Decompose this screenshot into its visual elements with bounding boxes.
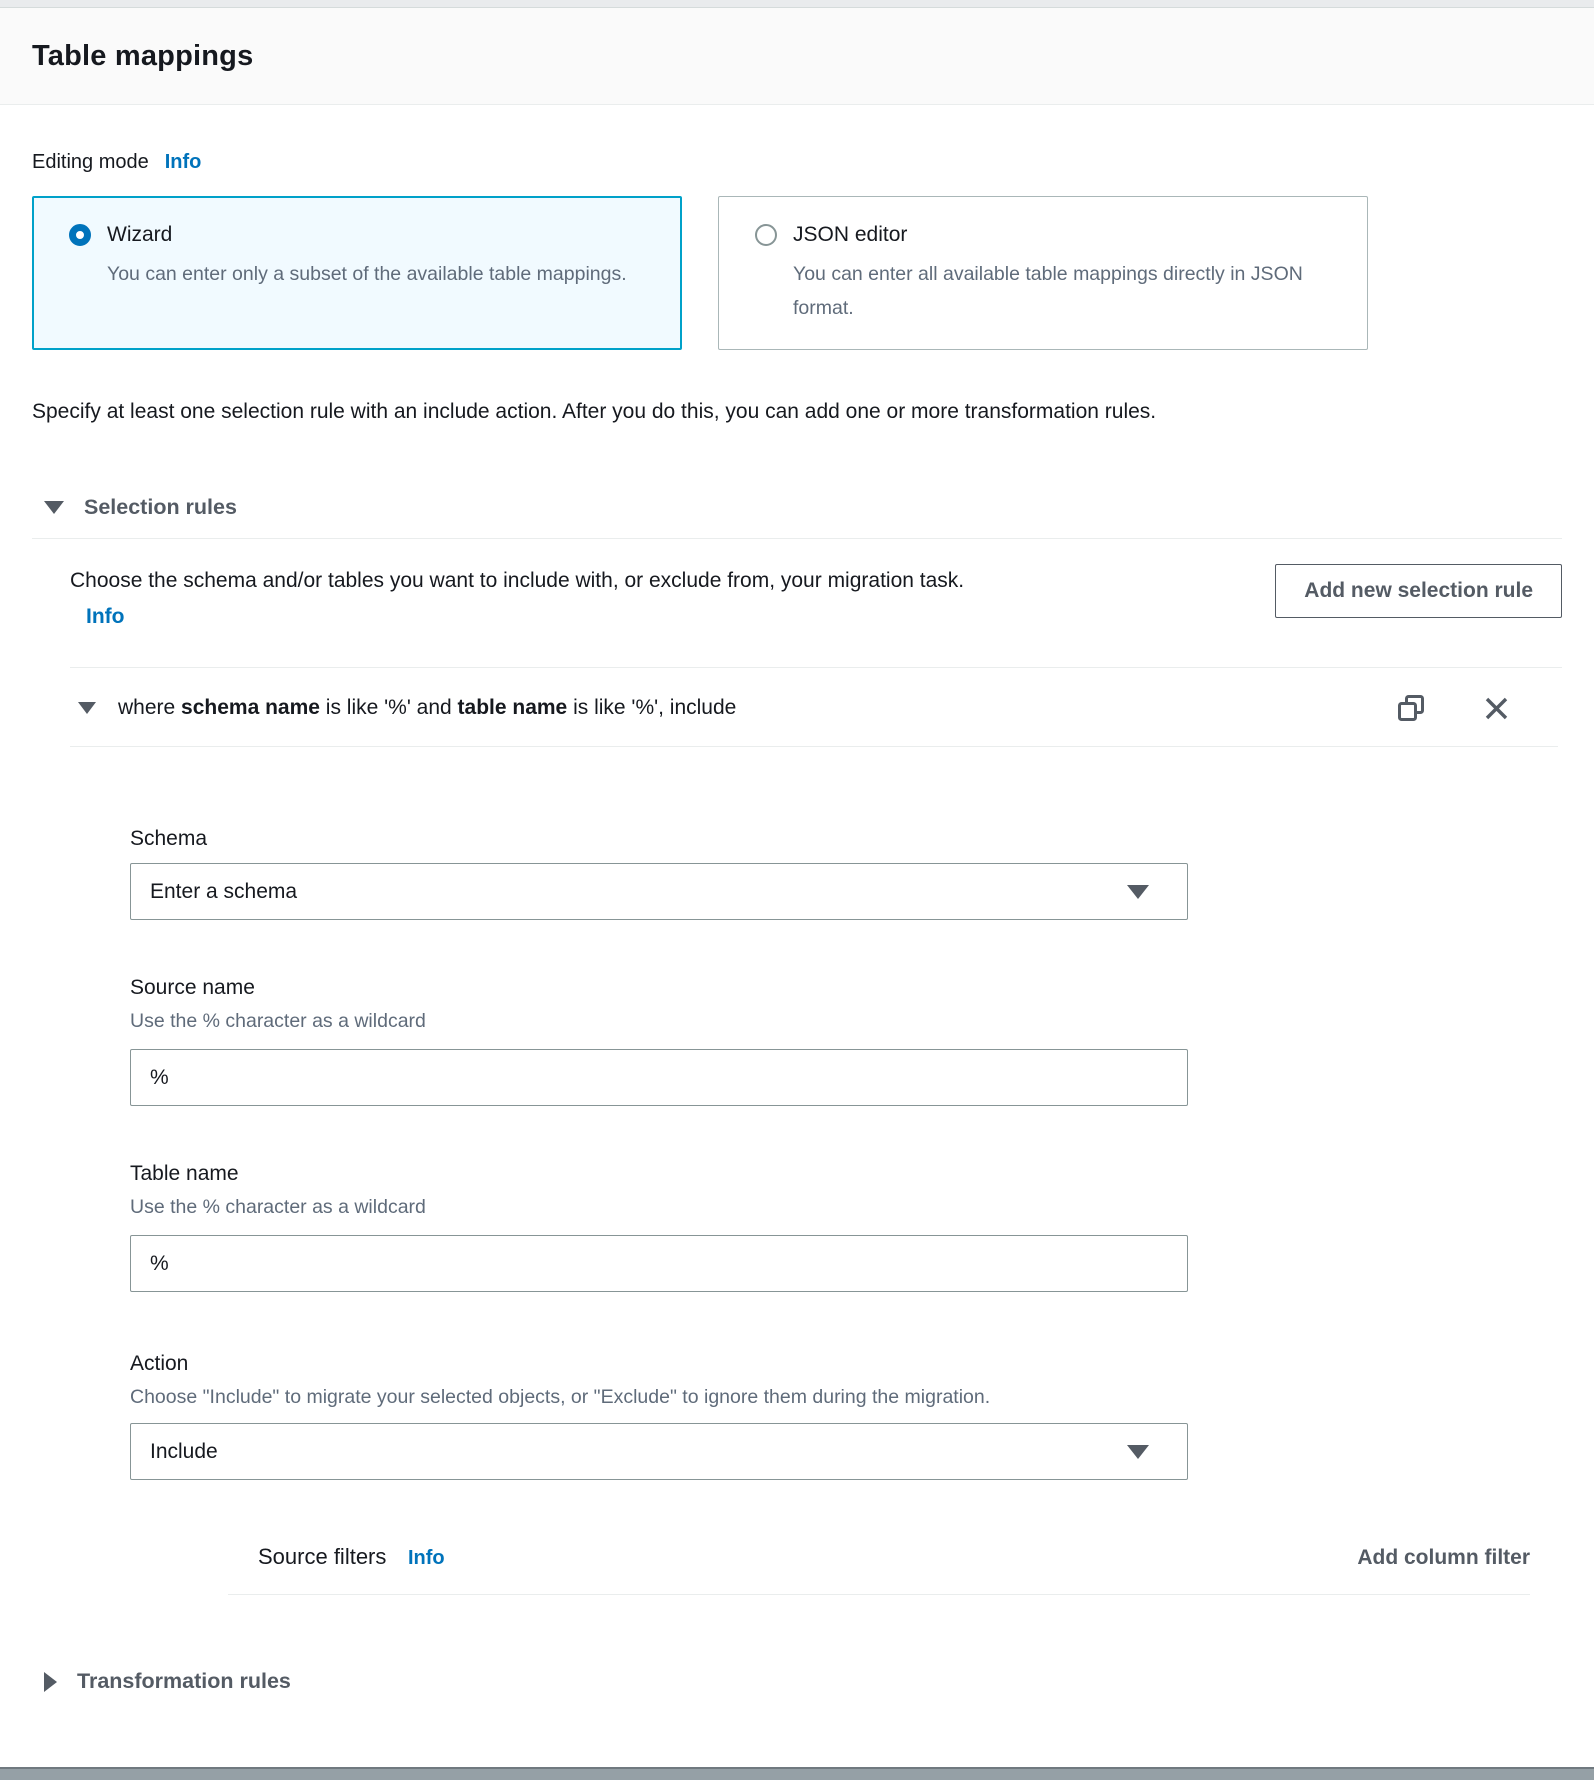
transformation-rules-header[interactable] [32,1669,1562,1694]
rule-summary-table-field: table name [457,696,568,719]
add-selection-rule-button[interactable]: Add new selection rule [1275,564,1562,618]
editing-mode-options [32,196,1562,350]
editing-mode-info-link[interactable]: Info [164,151,202,173]
selection-rules-section [32,495,1562,1595]
source-filters-info-link[interactable]: Info [407,1547,445,1569]
selection-rules-header[interactable] [32,495,1562,520]
rule-form [130,827,1562,1595]
close-icon [1483,695,1510,722]
json-editor-radio[interactable] [755,224,777,246]
rule-summary-end: is like '%', include [567,696,737,719]
rule-summary-schema-field: schema name [181,696,320,719]
schema-select[interactable] [130,863,1188,920]
wizard-option-description: You can enter only a subset of the available table mappings. [107,263,627,285]
rule-summary-mid: is like '%' and [319,696,458,719]
copy-icon [1397,694,1425,722]
source-filters-row [258,1544,1530,1570]
source-filters-heading [258,1544,445,1570]
action-field-group [130,1352,1562,1480]
action-select-value: Include [150,1439,218,1463]
wizard-option-head [69,223,653,247]
selection-rules-toolbar [32,563,1562,635]
rule-summary-row [78,668,1562,746]
source-name-hint: Use the % character as a wildcard [130,1010,426,1032]
chevron-down-icon [1127,885,1149,899]
selection-rules-description-text: Choose the schema and/or tables you want to include with, or exclude from, your migration task. [70,569,965,592]
panel-content [0,105,1594,1694]
transformation-rules-title: Transformation rules [77,1669,291,1693]
wizard-radio[interactable] [69,224,91,246]
transformation-rules-section [32,1669,1562,1694]
add-column-filter-button[interactable]: Add column filter [1357,1546,1530,1569]
json-editor-option-label: JSON editor [793,223,908,246]
editing-mode-label: Editing mode [32,151,149,173]
page-title: Table mappings [32,39,254,72]
expand-triangle-icon [44,1672,57,1692]
source-filters-block [258,1544,1530,1595]
action-hint: Choose "Include" to migrate your selected objects, or "Exclude" to ignore them during the migration. [130,1386,991,1408]
action-select[interactable] [130,1423,1188,1480]
wizard-option-label: Wizard [107,223,173,246]
source-filters-title: Source filters [258,1544,387,1569]
rule-collapse-triangle-icon[interactable] [78,702,96,714]
selection-rules-description [70,563,975,635]
source-name-input[interactable] [130,1049,1188,1106]
rule-divider [70,746,1558,747]
source-filters-divider [228,1594,1530,1595]
schema-label: Schema [130,827,208,850]
section-divider [32,538,1562,539]
editing-mode-row [32,151,1562,174]
action-label: Action [130,1352,189,1375]
source-name-label: Source name [130,976,255,999]
table-name-hint: Use the % character as a wildcard [130,1196,426,1218]
table-name-field-group [130,1162,1562,1292]
schema-field-group [130,827,1562,920]
collapse-triangle-icon [44,501,64,514]
page-top-strip [0,0,1594,8]
rule-summary-where: where [118,696,182,719]
rule-summary-text [118,696,736,720]
rule-actions [1397,694,1562,722]
intro-text: Specify at least one selection rule with an include action. After you do this, you can add one or more transformation rules. [32,400,1157,423]
schema-select-value: Enter a schema [150,879,298,903]
panel-header [0,8,1594,105]
table-name-label: Table name [130,1162,239,1185]
selection-rules-title: Selection rules [84,495,237,519]
selection-rules-info-link[interactable]: Info [86,605,125,628]
source-name-field-group [130,976,1562,1106]
wizard-option-card[interactable] [32,196,682,350]
json-editor-option-head [755,223,1339,247]
json-editor-option-card[interactable] [718,196,1368,350]
duplicate-rule-button[interactable] [1397,694,1425,722]
horizontal-scrollbar[interactable] [0,1767,1594,1780]
chevron-down-icon [1127,1445,1149,1459]
table-name-input[interactable] [130,1235,1188,1292]
json-editor-option-description: You can enter all available table mappings directly in JSON format. [793,263,1303,319]
remove-rule-button[interactable] [1483,695,1510,722]
